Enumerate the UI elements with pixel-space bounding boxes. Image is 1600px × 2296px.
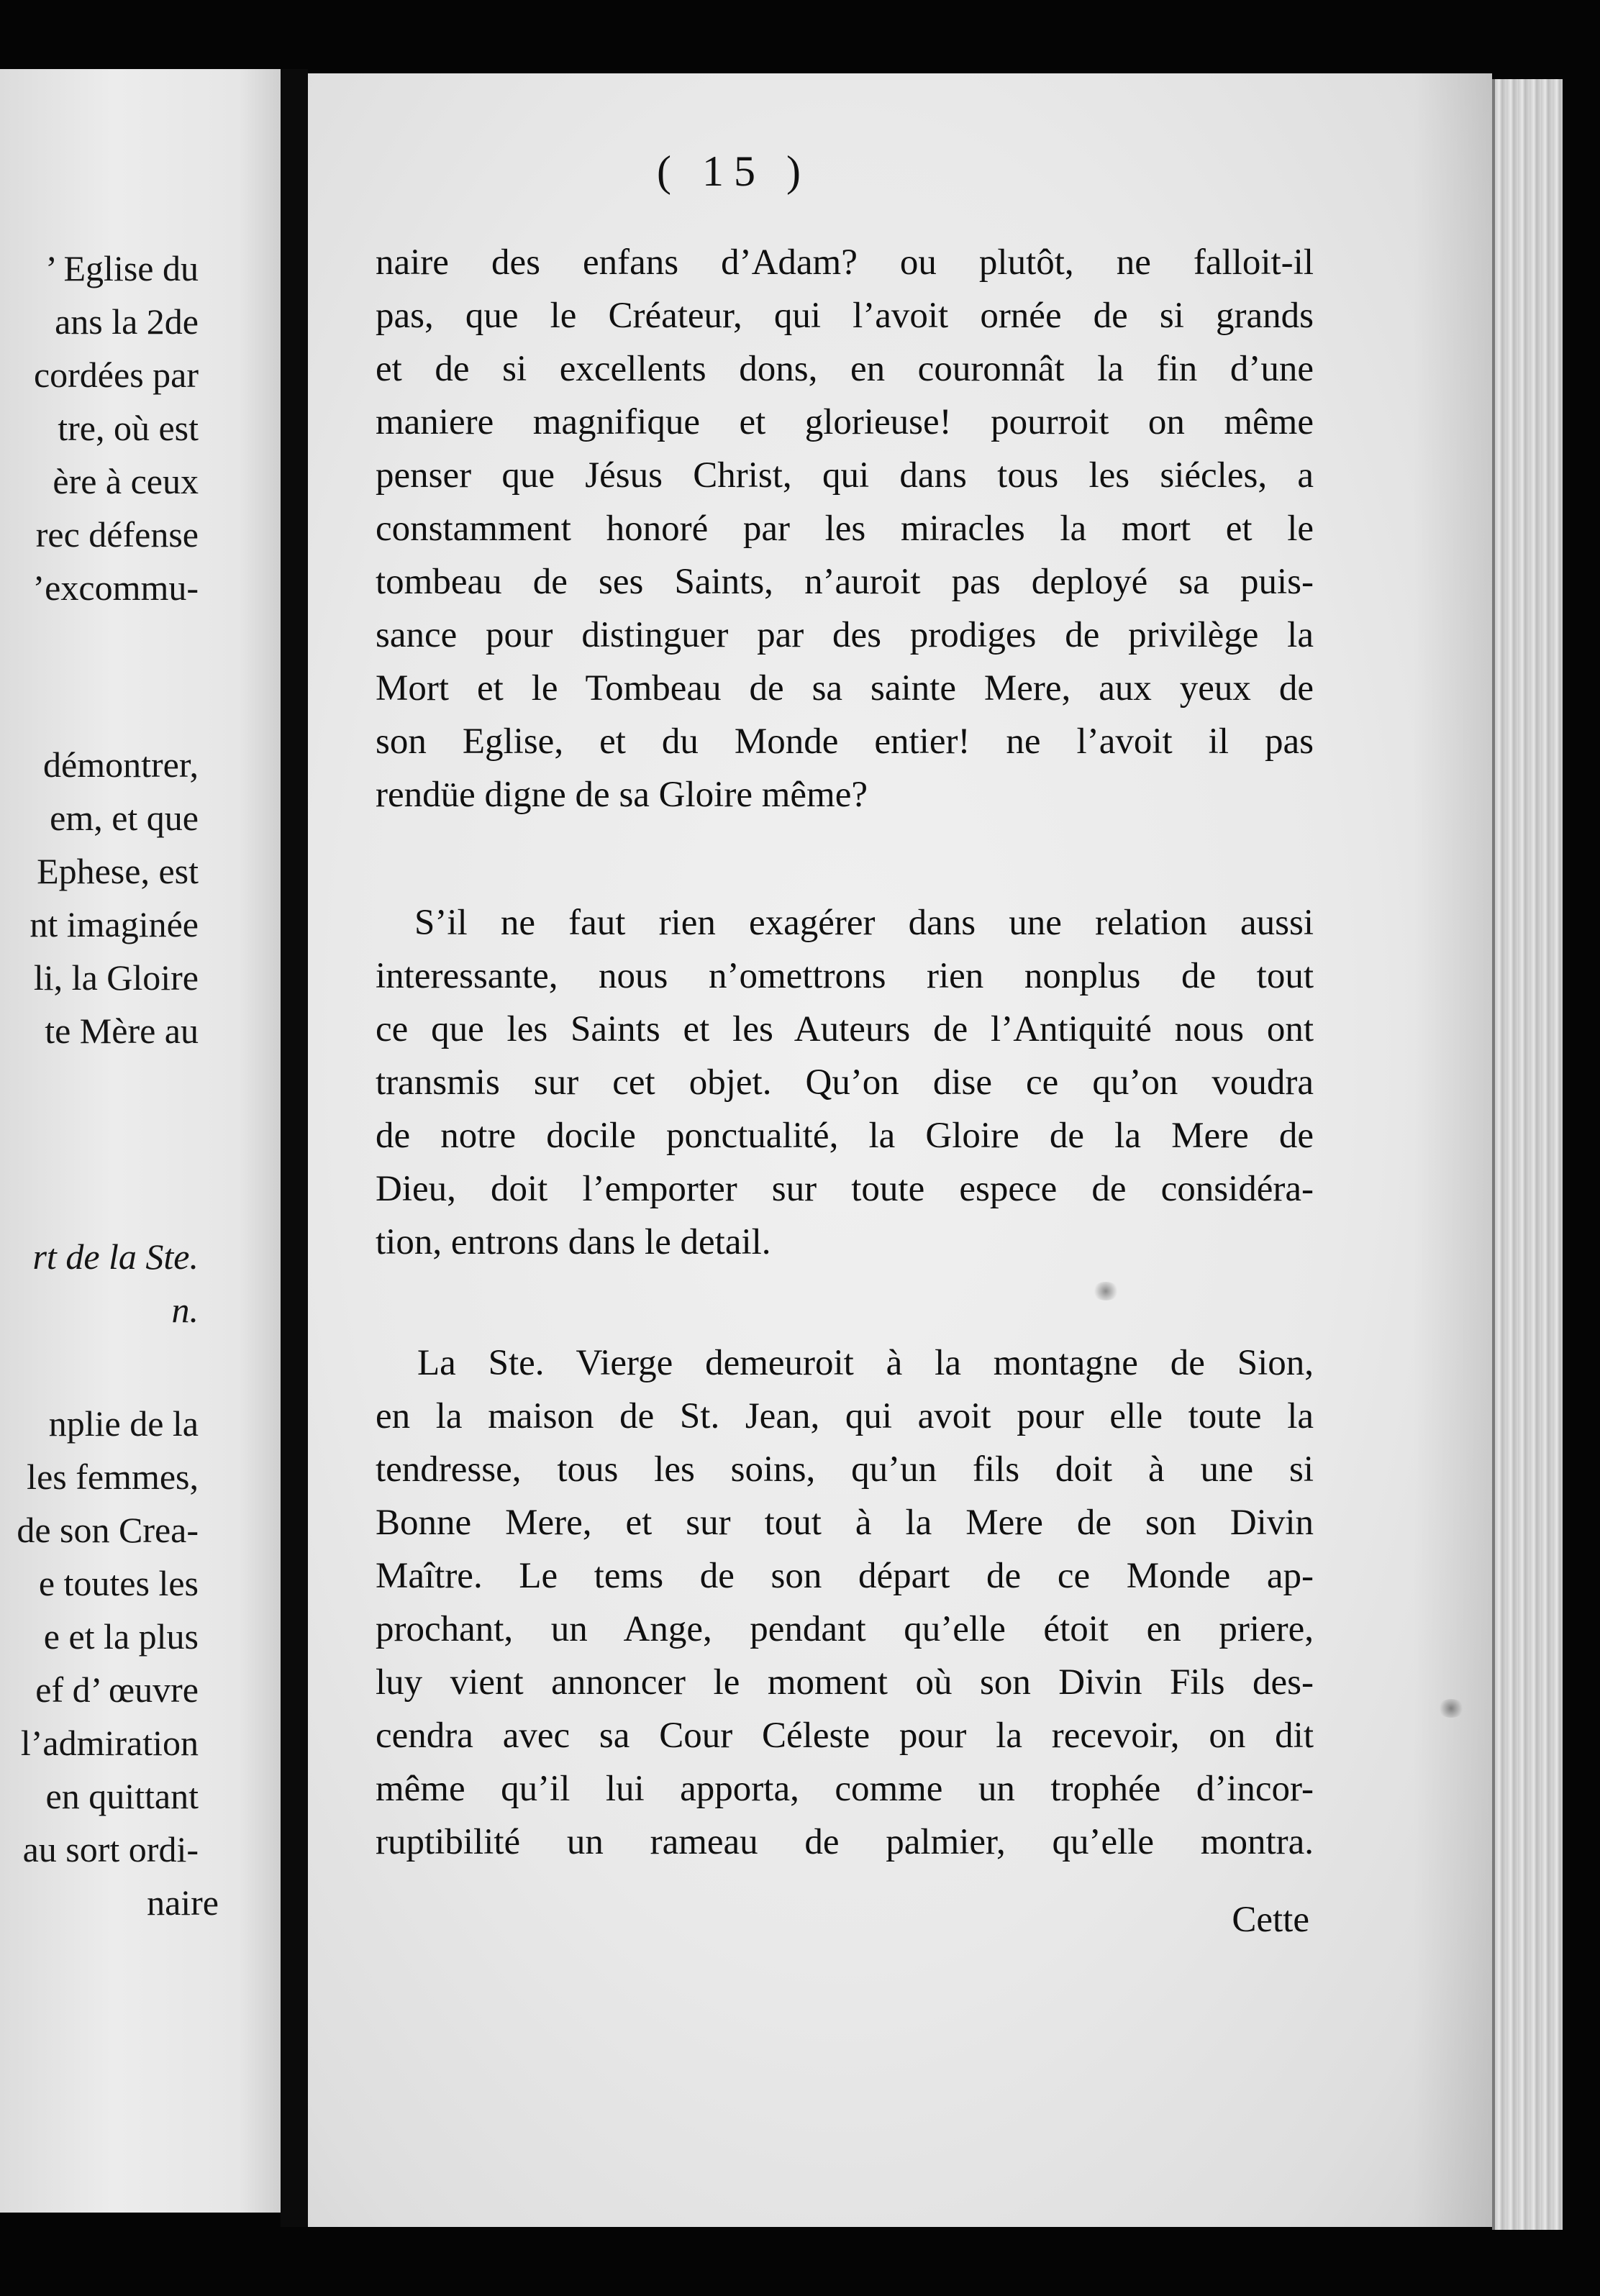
left-page-line: Ephese, est [37, 851, 199, 891]
left-page-line: te Mère au [45, 1011, 199, 1051]
left-page-line: démontrer, [43, 744, 199, 785]
left-page-line: nt imaginée [29, 904, 199, 944]
book-gutter [281, 69, 308, 2227]
text-line: Dieu, doit l’emporter sur toute espece de considéra- [376, 1169, 1314, 1209]
left-page-line: au sort ordi- [22, 1829, 199, 1869]
text-line: penser que Jésus Christ, qui dans tous les siécles, a [376, 455, 1314, 496]
left-page-line: e et la plus [43, 1616, 199, 1657]
left-page-line: l’admiration [20, 1723, 199, 1763]
left-page-line: les femmes, [27, 1457, 199, 1497]
left-page-line: e toutes les [38, 1563, 199, 1603]
text-line: ce que les Saints et les Auteurs de l’Antiquité nous ont [376, 1009, 1314, 1049]
left-page-line: rec défense [35, 514, 199, 555]
text-line: tion, entrons dans le detail. [376, 1222, 771, 1262]
paragraph-first-line: La Ste. Vierge demeuroit à la montagne de Sion, [417, 1343, 1314, 1383]
text-line: tendresse, tous les soins, qu’un fils doit à une si [376, 1449, 1314, 1490]
left-page-line: em, et que [50, 798, 199, 838]
text-line: même qu’il lui apporta, comme un trophée d’incor- [376, 1769, 1314, 1809]
left-page-line: ans la 2de [55, 301, 199, 342]
left-page-line: tre, où est [58, 408, 199, 448]
text-line: constamment honoré par les miracles la mort et le [376, 509, 1314, 549]
page-number: ( 15 ) [657, 147, 811, 195]
left-page-fragment [0, 69, 281, 2213]
paragraph-first-line: S’il ne faut rien exagérer dans une relation aussi [414, 903, 1314, 943]
text-line: et de si excellents dons, en couronnât la fin d’une [376, 349, 1314, 389]
left-page-heading-line: rt de la Ste. [32, 1236, 199, 1277]
text-line: de notre docile ponctualité, la Gloire de la Mere de [376, 1116, 1314, 1156]
left-page-line: ’excommu- [32, 568, 199, 608]
left-page-line: nplie de la [48, 1403, 199, 1444]
page-edges [1495, 79, 1563, 2230]
left-page-heading-line: n. [171, 1290, 199, 1330]
text-line: maniere magnifique et glorieuse! pourroit on même [376, 402, 1314, 442]
catchword: Cette [1232, 1900, 1309, 1940]
left-page-line: de son Crea- [17, 1510, 199, 1550]
text-line: Maître. Le tems de son départ de ce Monde ap- [376, 1556, 1314, 1596]
text-line: prochant, un Ange, pendant qu’elle étoit en priere, [376, 1609, 1314, 1649]
text-line: interessante, nous n’omettrons rien nonplus de tout [376, 956, 1314, 996]
text-line: transmis sur cet objet. Qu’on dise ce qu’on voudra [376, 1062, 1314, 1103]
left-page-line: ’ Eglise du [45, 248, 199, 288]
text-line: rendüe digne de sa Gloire même? [376, 775, 868, 815]
text-line: tombeau de ses Saints, n’auroit pas deployé sa puis- [376, 562, 1314, 602]
left-page-line: ef d’ œuvre [35, 1669, 199, 1710]
text-line: en la maison de St. Jean, qui avoit pour elle toute la [376, 1396, 1314, 1436]
text-line: cendra avec sa Cour Céleste pour la recevoir, on dit [376, 1716, 1314, 1756]
text-line: sance pour distinguer par des prodiges de privilège la [376, 615, 1314, 655]
text-line: ruptibilité un rameau de palmier, qu’elle montra. [376, 1822, 1314, 1862]
text-line: naire des enfans d’Adam? ou plutôt, ne falloit-il [376, 242, 1314, 283]
text-line: Mort et le Tombeau de sa sainte Mere, aux yeux de [376, 668, 1314, 709]
left-page-catchword: naire [147, 1882, 219, 1923]
ink-speck [1092, 1282, 1119, 1300]
text-line: Bonne Mere, et sur tout à la Mere de son Divin [376, 1503, 1314, 1543]
ink-speck [1437, 1699, 1465, 1718]
left-page-line: li, la Gloire [33, 957, 199, 998]
text-line: pas, que le Créateur, qui l’avoit ornée de si grands [376, 296, 1314, 336]
left-page-line: en quittant [45, 1776, 199, 1816]
text-line: luy vient annoncer le moment où son Divin Fils des- [376, 1662, 1314, 1703]
text-line: son Eglise, et du Monde entier! ne l’avoit il pas [376, 721, 1314, 762]
left-page-line: ère à ceux [53, 461, 199, 501]
left-page-line: cordées par [33, 355, 199, 395]
